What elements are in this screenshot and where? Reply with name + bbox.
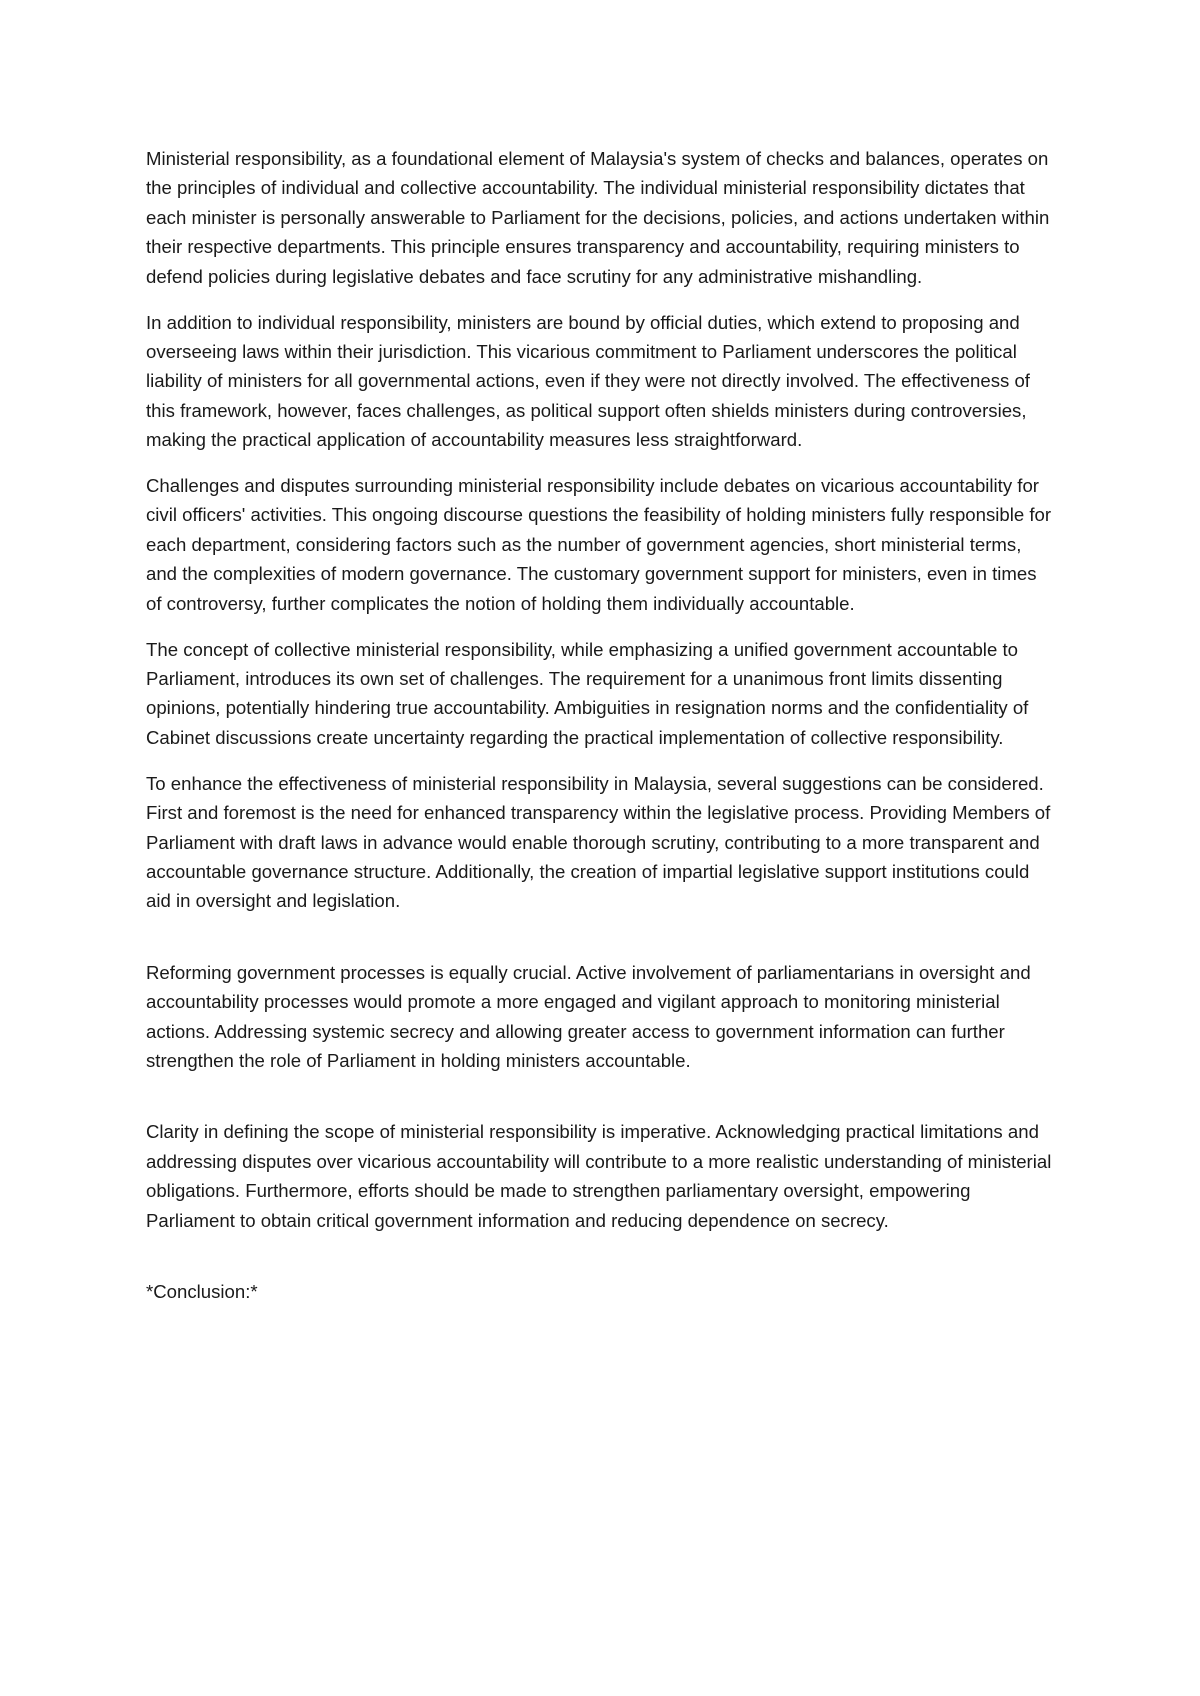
paragraph-reforming-processes: Reforming government processes is equally crucial. Active involvement of parliamentarians in oversight and accountability processes would promote a more engaged and vigilant approach to monitoring ministerial actions. Addressing systemic secrecy and allowing greater access to government information can further strengthen the role of Parliament in holding ministers accountable.: [146, 961, 1031, 1071]
paragraph-clarity-scope: Clarity in defining the scope of ministerial responsibility is imperative. Acknowledging practical limitations and addressing disputes over vicarious accountability will contribute to a more realistic understanding of ministerial obligations. Furthermore, efforts should be made to strengthen parliamentary oversight, empowering Parliament to obtain critical government information and reducing dependence on secrecy.: [146, 1121, 1052, 1231]
conclusion-heading: *Conclusion:*: [146, 1281, 258, 1302]
paragraph-official-duties: In addition to individual responsibility, ministers are bound by official duties, which extend to proposing and overseeing laws within their jurisdiction. This vicarious commitment to Parliament underscores the political liability of ministers for all governmental actions, even if they were not directly involved. The effectiveness of this framework, however, faces challenges, as political support often shields ministers during controversies, making the practical application of accountability measures less straightforward.: [146, 311, 1030, 451]
paragraph-individual-responsibility: Ministerial responsibility, as a foundational element of Malaysia's system of checks and balances, operates on the principles of individual and collective accountability. The individual ministerial responsibility dictates that each minister is personally answerable to Parliament for the decisions, policies, and actions undertaken within their respective departments. This principle ensures transparency and accountability, requiring ministers to defend policies during legislative debates and face scrutiny for any administrative mishandling.: [146, 148, 1050, 287]
paragraph-enhance-effectiveness: To enhance the effectiveness of ministerial responsibility in Malaysia, several suggestions can be considered. First and foremost is the need for enhanced transparency within the legislative process. Providing Members of Parliament with draft laws in advance would enable thorough scrutiny, contributing to a more transparent and accountable governance structure. Additionally, the creation of impartial legislative support institutions could aid in oversight and legislation.: [146, 772, 1051, 912]
paragraph-collective-responsibility: The concept of collective ministerial responsibility, while emphasizing a unified government accountable to Parliament, introduces its own set of challenges. The requirement for a unanimous front limits dissenting opinions, potentially hindering true accountability. Ambiguities in resignation norms and the confidentiality of Cabinet discussions create uncertainty regarding the practical implementation of collective responsibility.: [146, 638, 1029, 748]
paragraph-challenges-disputes: Challenges and disputes surrounding ministerial responsibility include debates on vicarious accountability for civil officers' activities. This ongoing discourse questions the feasibility of holding ministers fully responsible for each department, considering factors such as the number of government agencies, short ministerial terms, and the complexities of modern governance. The customary government support for ministers, even in times of controversy, further complicates the notion of holding them individually accountable.: [146, 475, 1052, 614]
